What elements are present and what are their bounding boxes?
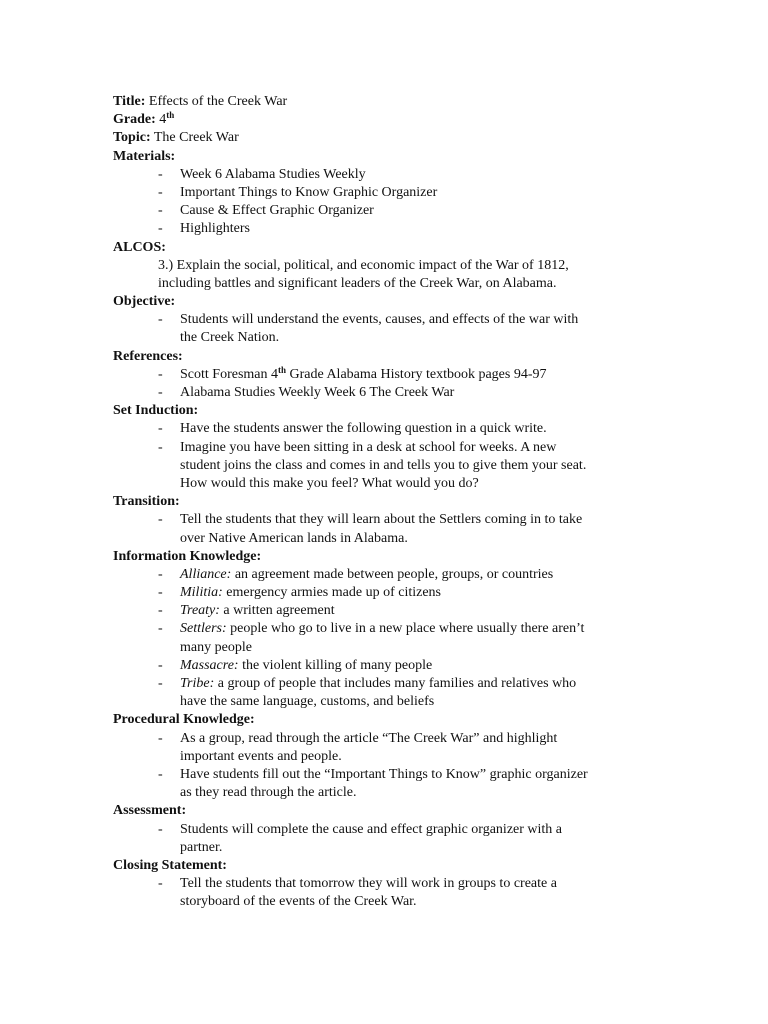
bullet-dash: -: [158, 366, 163, 382]
closing-statement-heading: Closing Statement:: [113, 857, 227, 873]
vocab-term: Militia:: [180, 585, 223, 601]
list-item-text: Students will complete the cause and effect graphic organizer with a: [180, 821, 563, 837]
list-item-continuation: as they read through the article.: [180, 785, 357, 801]
procedural-knowledge-heading: Procedural Knowledge:: [113, 712, 255, 728]
list-item-continuation: storyboard of the events of the Creek War.: [180, 894, 417, 910]
vocab-definition: an agreement made between people, groups, or countries: [231, 566, 554, 582]
bullet-dash: -: [158, 512, 163, 528]
list-item: [113, 202, 653, 220]
list-item-continuation: student joins the class and comes in and tells you to give them your seat.: [180, 457, 587, 473]
reference-text: Grade Alabama History textbook pages 94-97: [286, 366, 547, 382]
assessment-heading: Assessment:: [113, 803, 187, 819]
list-item: [113, 366, 653, 384]
vocab-term: Massacre:: [180, 657, 239, 673]
list-item-text: Highlighters: [180, 221, 250, 237]
bullet-dash: -: [158, 566, 163, 582]
list-item-continuation: partner.: [180, 839, 223, 855]
bullet-dash: -: [158, 221, 163, 237]
grade-line: [113, 111, 653, 129]
list-item: [113, 220, 653, 238]
list-item: [113, 511, 653, 529]
list-item-continuation: over Native American lands in Alabama.: [180, 530, 408, 546]
vocab-term: Treaty:: [180, 603, 220, 619]
list-item-text: As a group, read through the article “The Creek War” and highlight: [180, 730, 558, 746]
reference-suffix: th: [278, 364, 287, 375]
vocab-definition: emergency armies made up of citizens: [222, 585, 441, 601]
title-line: [113, 93, 653, 111]
bullet-dash: -: [158, 166, 163, 182]
vocab-continuation: many people: [180, 639, 252, 655]
list-item-text: Important Things to Know Graphic Organizer: [180, 184, 438, 200]
topic-line: [113, 129, 653, 147]
title-value: Effects of the Creek War: [148, 94, 288, 109]
lesson-plan-document: [113, 93, 653, 911]
list-item: [113, 384, 653, 402]
topic-label: Topic:: [113, 130, 151, 146]
set-induction-heading: Set Induction:: [113, 403, 199, 419]
objective-heading: Objective:: [113, 294, 176, 310]
bullet-dash: -: [158, 676, 163, 691]
alcos-text-line: 3.) Explain the social, political, and economic impact of the War of 1812,: [158, 257, 569, 273]
list-item: [113, 875, 653, 893]
vocab-term: Alliance:: [180, 566, 232, 582]
bullet-dash: -: [158, 421, 163, 437]
list-item: [113, 766, 653, 784]
vocab-item: [113, 620, 653, 638]
reference-text: Scott Foresman 4: [180, 366, 278, 382]
vocab-definition: people who go to live in a new place where usually there aren’t: [226, 621, 585, 637]
materials-heading: Materials:: [113, 148, 176, 164]
vocab-term: Tribe:: [180, 676, 215, 691]
vocab-continuation: have the same language, customs, and beliefs: [180, 694, 435, 710]
list-item: [113, 184, 653, 202]
list-item: [113, 420, 653, 438]
bullet-dash: -: [158, 657, 163, 673]
vocab-term: Settlers:: [180, 621, 227, 637]
list-item-text: Have the students answer the following question in a quick write.: [180, 421, 547, 437]
alcos-heading: ALCOS:: [113, 239, 166, 255]
list-item: [113, 821, 653, 839]
list-item-text: Tell the students that they will learn about the Settlers coming in to take: [180, 512, 583, 528]
list-item-text: Tell the students that tomorrow they will work in groups to create a: [180, 876, 557, 892]
topic-value: The Creek War: [153, 130, 239, 146]
transition-heading: Transition:: [113, 494, 180, 510]
bullet-dash: -: [158, 876, 163, 892]
bullet-dash: -: [158, 439, 163, 455]
information-knowledge-heading: Information Knowledge:: [113, 548, 262, 564]
list-item-continuation: the Creek Nation.: [180, 330, 280, 346]
bullet-dash: -: [158, 766, 163, 782]
list-item-text: Alabama Studies Weekly Week 6 The Creek War: [180, 385, 455, 400]
list-item: [113, 311, 653, 329]
list-item-text: Week 6 Alabama Studies Weekly: [180, 166, 366, 182]
bullet-dash: -: [158, 184, 163, 200]
list-item: [113, 439, 653, 457]
vocab-item: [113, 584, 653, 602]
grade-suffix: th: [166, 110, 175, 121]
grade-label: Grade:: [113, 112, 156, 128]
list-item-continuation: How would this make you feel? What would you do?: [180, 475, 479, 491]
vocab-item: [113, 602, 653, 620]
bullet-dash: -: [158, 730, 163, 746]
bullet-dash: -: [158, 603, 163, 619]
bullet-dash: -: [158, 312, 163, 328]
bullet-dash: -: [158, 385, 163, 400]
title-label: Title:: [113, 94, 146, 109]
list-item-text: Imagine you have been sitting in a desk at school for weeks. A new: [180, 439, 557, 455]
vocab-item: [113, 566, 653, 584]
list-item-text: Have students fill out the “Important Things to Know” graphic organizer: [180, 766, 588, 782]
list-item: [113, 166, 653, 184]
grade-value: 4: [159, 112, 167, 128]
list-item-text: Students will understand the events, causes, and effects of the war with: [180, 312, 579, 328]
bullet-dash: -: [158, 821, 163, 837]
bullet-dash: -: [158, 621, 163, 637]
bullet-dash: -: [158, 203, 163, 219]
bullet-dash: -: [158, 585, 163, 601]
alcos-text-line: including battles and significant leaders of the Creek War, on Alabama.: [158, 275, 557, 291]
references-heading: References:: [113, 348, 183, 364]
vocab-item: [113, 657, 653, 675]
vocab-item: [113, 675, 653, 693]
list-item-continuation: important events and people.: [180, 748, 342, 764]
vocab-definition: a group of people that includes many families and relatives who: [214, 676, 577, 691]
list-item-text: Cause & Effect Graphic Organizer: [180, 203, 374, 219]
list-item: [113, 730, 653, 748]
vocab-definition: the violent killing of many people: [238, 657, 433, 673]
vocab-definition: a written agreement: [219, 603, 335, 619]
